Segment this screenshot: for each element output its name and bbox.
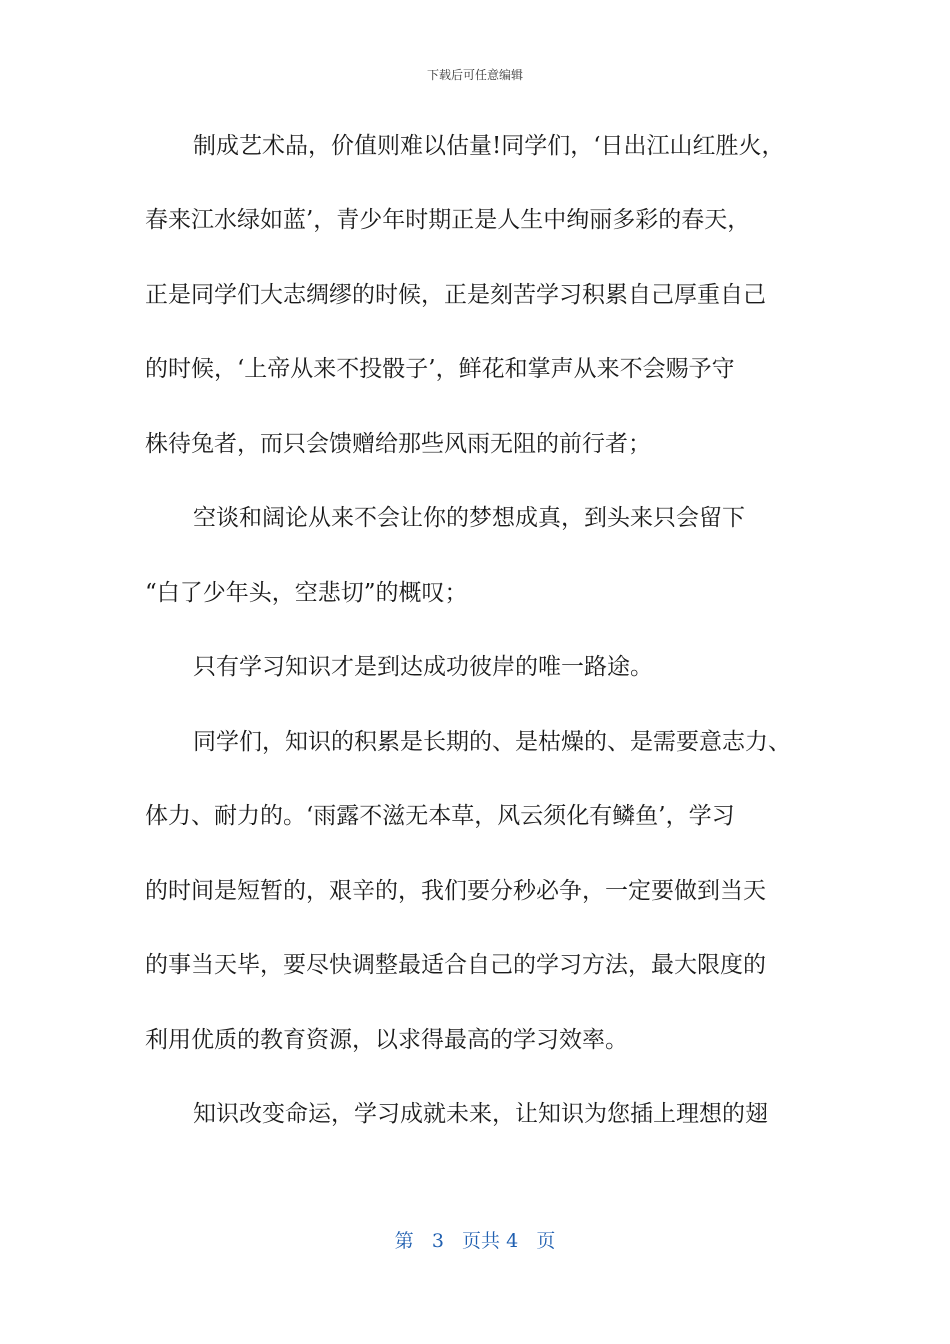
paragraph-line: 利用优质的教育资源，以求得最高的学习效率。 xyxy=(145,1027,628,1053)
footer-middle: 页共 xyxy=(462,1230,501,1252)
paragraph-line: 知识改变命运，学习成就未来，让知识为您插上理想的翅 xyxy=(193,1101,768,1127)
footer-total-pages: 4 xyxy=(506,1230,519,1252)
page-number-footer xyxy=(0,1226,950,1253)
paragraph-line: 同学们，知识的积累是长期的、是枯燥的、是需要意志力、 xyxy=(193,729,791,755)
paragraph-line: 体力、耐力的。‘雨露不滋无本草，风云须化有鳞鱼’，学习 xyxy=(145,803,735,829)
footer-current-page: 3 xyxy=(431,1230,444,1252)
paragraph-line: 只有学习知识才是到达成功彼岸的唯一路途。 xyxy=(193,654,653,680)
paragraph-line: 制成艺术品，价值则难以估量!同学们，‘日出江山红胜火， xyxy=(193,133,785,159)
paragraph-line: 正是同学们大志绸缪的时候，正是刻苦学习积累自己厚重自己 xyxy=(145,282,766,308)
paragraph-line: 空谈和阔论从来不会让你的梦想成真，到头来只会留下 xyxy=(193,505,745,531)
paragraph-line: 春来江水绿如蓝’，青少年时期正是人生中绚丽多彩的春天， xyxy=(145,207,751,233)
paragraph-line: 的时候，‘上帝从来不投骰子’，鲜花和掌声从来不会赐予守 xyxy=(145,356,735,382)
paragraph-line: “白了少年头，空悲切”的概叹； xyxy=(145,580,468,606)
paragraph-line: 株待兔者，而只会馈赠给那些风雨无阻的前行者； xyxy=(145,431,651,457)
footer-suffix: 页 xyxy=(536,1230,556,1252)
footer-prefix: 第 xyxy=(394,1230,414,1252)
paragraph-line: 的时间是短暂的，艰辛的，我们要分秒必争，一定要做到当天 xyxy=(145,878,766,904)
page-header-note: 下载后可任意编辑 xyxy=(426,68,523,82)
paragraph-line: 的事当天毕，要尽快调整最适合自己的学习方法，最大限度的 xyxy=(145,952,766,978)
